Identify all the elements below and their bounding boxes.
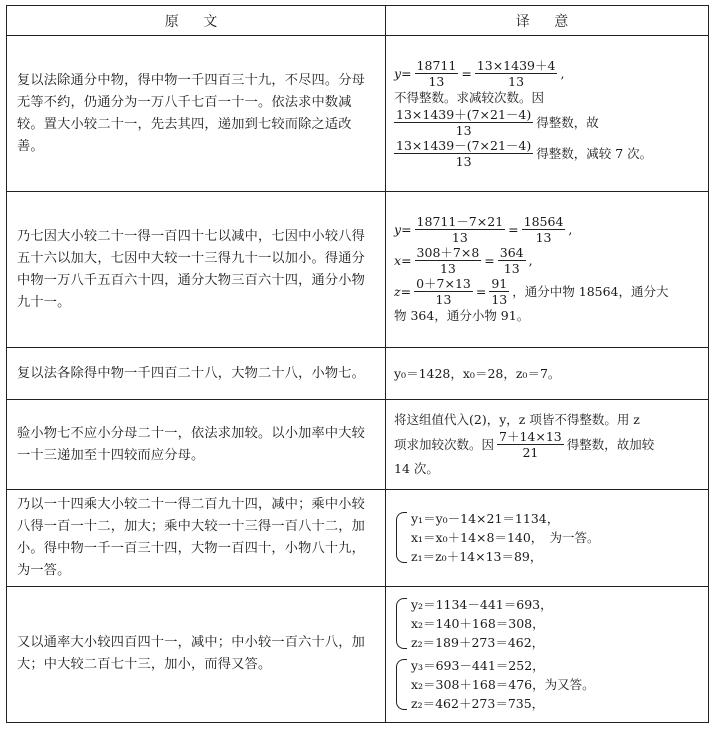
original-text: 复以法除通分中物，得中物一千四百三十九，不尽四。分母无等不约，仍通分为一万八千七百一十一。依法求中数减较。置大小较二十一，先去其四，递加到七较而除之适改善。 (7, 36, 386, 192)
original-text: 复以法各除得中物一千四百二十八，大物二十八，小物七。 (7, 348, 386, 400)
translation-cell (386, 348, 709, 400)
formula-line: y₃＝693－441＝252， (411, 657, 545, 673)
left-brace-icon (396, 512, 407, 563)
equation-system (394, 509, 700, 566)
equation-system (394, 595, 700, 652)
formula-line: y₁＝y₀－14×21＝1134， (411, 510, 560, 526)
text-line: 不得整数。求减较次数。因 (394, 90, 545, 106)
formula-line: x₁＝x₀＋14×8＝140， 为一答。 (411, 529, 600, 545)
formula-line: y = $\frac{18711}{13}$ = $\frac{13\times 1439+4}{13}$ , (394, 58, 565, 90)
original-text: 乃以一十四乘大小较二十一得二百九十四，减中；乘中小较八得一百一十二，加大；乘中大较一十三得一百八十二，加小。得中物一千一百三十四，大物一百四十，小物八十九，为一答。 (7, 489, 386, 586)
formula-line: y₂＝1134－441＝693， (411, 596, 553, 612)
translation-table (6, 5, 709, 723)
table-row (7, 348, 709, 400)
original-text: 又以通率大小较四百四十一，减中；中小较一百六十八，加大；中大较二百七十三，加小，而得又答。 (7, 586, 386, 722)
formula-line: y = $\frac{18711-7\times 21}{13}$ = $\frac{18564}{13}$ , (394, 214, 573, 246)
left-brace-icon (396, 598, 407, 649)
translation-cell (386, 400, 709, 489)
header-row (7, 6, 709, 36)
left-brace-icon (396, 659, 407, 710)
formula-line: z₁＝z₀＋14×13＝89， (411, 548, 543, 564)
original-text: 乃七因大小较二十一得一百四十七以减中，七因中小较八得五十六以加大，七因中大较一十三得九十一以加小。得通分中物一万八千五百六十四，通分大物三百六十四，通分小物九十一。 (7, 192, 386, 348)
equation-system (394, 656, 700, 713)
header-original: 原 文 (7, 6, 386, 36)
translation-cell (386, 192, 709, 348)
translation-cell (386, 489, 709, 586)
header-translation: 译 意 (386, 6, 709, 36)
formula-line: 项求加较次数。因 $\frac{7+14\times 13}{21}$ 得整数，故加较 (394, 429, 655, 461)
translation-cell (386, 36, 709, 192)
formula-line: x₂＝140＋168＝308， (411, 615, 545, 631)
table-row (7, 36, 709, 192)
formula-line: y₀＝1428，x₀＝28，z₀＝7。 (394, 365, 561, 381)
text-line: 14 次。 (394, 461, 439, 477)
table-row (7, 489, 709, 586)
formula-line: $\frac{13\times 1439+(7\times 21-4)}{13}$ 得整数，故 (396, 107, 599, 139)
table-row (7, 192, 709, 348)
table-row (7, 400, 709, 489)
formula-line: $\frac{13\times 1439-(7\times 21-4)}{13}$ 得整数，减较 7 次。 (396, 138, 653, 170)
original-text: 验小物七不应小分母二十一，依法求加较。以小加率中大较一十三递加至十四较而应分母。 (7, 400, 386, 489)
text-line: 将这组值代入(2)，y，z 项皆不得整数。用 z (394, 412, 640, 428)
formula-line: x = $\frac{308+7\times 8}{13}$ = $\frac{364}{13}$ , (394, 245, 533, 277)
formula-line: z = $\frac{0+7\times 13}{13}$ = $\frac{91}{13}$ ，通分中物 18564，通分大 (394, 276, 669, 308)
translation-cell (386, 586, 709, 722)
formula-line: x₂＝308＋168＝476，为又答。 (411, 676, 595, 692)
table-row (7, 586, 709, 722)
formula-line: z₂＝462＋273＝735， (411, 695, 545, 711)
text-line: 物 364，通分小物 91。 (394, 308, 530, 324)
formula-line: z₂＝189＋273＝462， (411, 634, 545, 650)
